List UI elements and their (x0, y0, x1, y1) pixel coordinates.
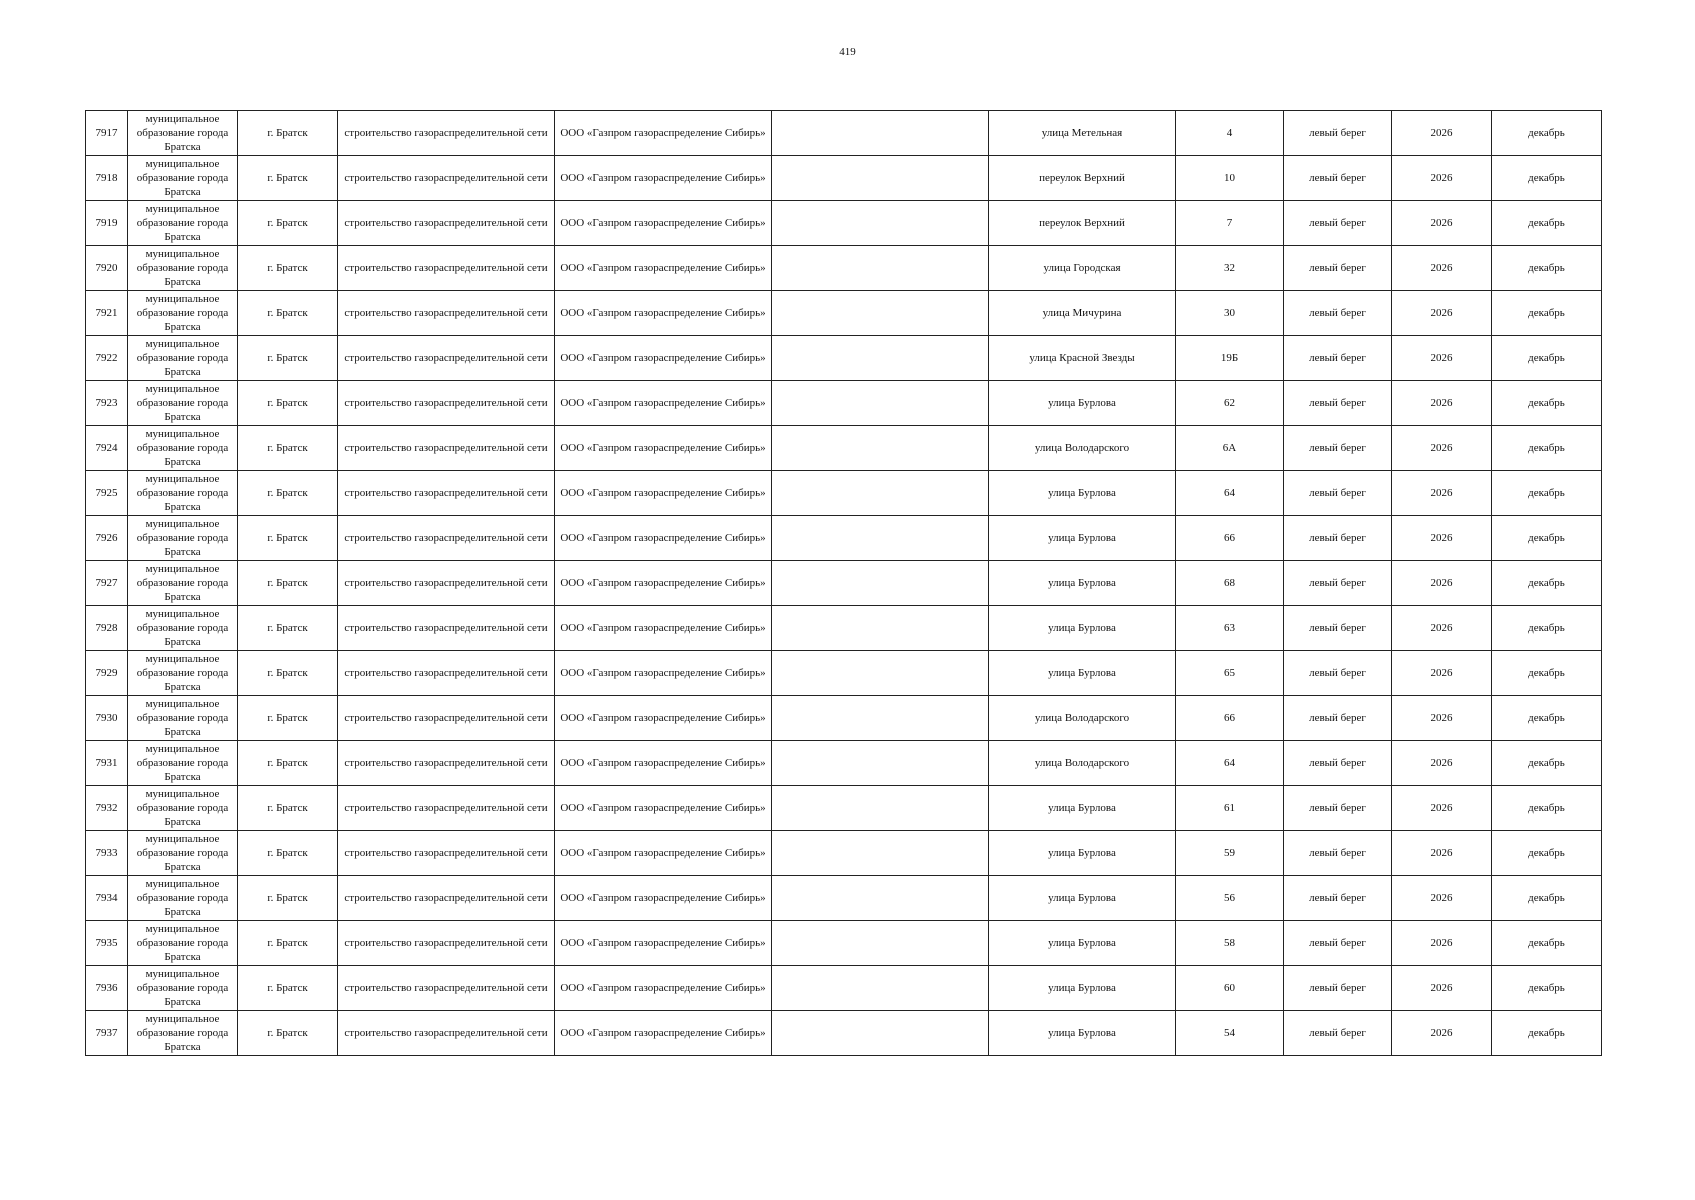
work-type-cell: строительство газораспределительной сети (338, 966, 555, 1011)
work-type-cell: строительство газораспределительной сети (338, 741, 555, 786)
row-number-cell: 7931 (86, 741, 128, 786)
row-number-cell: 7927 (86, 561, 128, 606)
work-type-cell: строительство газораспределительной сети (338, 561, 555, 606)
row-number-cell: 7918 (86, 156, 128, 201)
river-bank-cell: левый берег (1284, 966, 1392, 1011)
work-type-cell: строительство газораспределительной сети (338, 921, 555, 966)
municipality-cell: муниципальное образование города Братска (128, 156, 238, 201)
year-cell: 2026 (1392, 381, 1492, 426)
river-bank-cell: левый берег (1284, 336, 1392, 381)
month-cell: декабрь (1492, 696, 1602, 741)
street-cell: улица Бурлова (989, 516, 1176, 561)
empty-cell (772, 1011, 989, 1056)
house-number-cell: 64 (1176, 741, 1284, 786)
river-bank-cell: левый берег (1284, 921, 1392, 966)
row-number-cell: 7920 (86, 246, 128, 291)
empty-cell (772, 786, 989, 831)
row-number-cell: 7929 (86, 651, 128, 696)
house-number-cell: 68 (1176, 561, 1284, 606)
year-cell: 2026 (1392, 561, 1492, 606)
table-row (86, 651, 1602, 696)
month-cell: декабрь (1492, 426, 1602, 471)
table-row (86, 336, 1602, 381)
work-type-cell: строительство газораспределительной сети (338, 606, 555, 651)
city-cell: г. Братск (238, 156, 338, 201)
empty-cell (772, 156, 989, 201)
municipality-cell: муниципальное образование города Братска (128, 966, 238, 1011)
year-cell: 2026 (1392, 156, 1492, 201)
year-cell: 2026 (1392, 246, 1492, 291)
city-cell: г. Братск (238, 876, 338, 921)
table-row (86, 696, 1602, 741)
operator-cell: ООО «Газпром газораспределение Сибирь» (555, 291, 772, 336)
street-cell: улица Метельная (989, 111, 1176, 156)
house-number-cell: 7 (1176, 201, 1284, 246)
work-type-cell: строительство газораспределительной сети (338, 876, 555, 921)
work-type-cell: строительство газораспределительной сети (338, 291, 555, 336)
month-cell: декабрь (1492, 201, 1602, 246)
month-cell: декабрь (1492, 741, 1602, 786)
municipality-cell: муниципальное образование города Братска (128, 1011, 238, 1056)
operator-cell: ООО «Газпром газораспределение Сибирь» (555, 516, 772, 561)
river-bank-cell: левый берег (1284, 651, 1392, 696)
city-cell: г. Братск (238, 966, 338, 1011)
city-cell: г. Братск (238, 201, 338, 246)
month-cell: декабрь (1492, 1011, 1602, 1056)
house-number-cell: 58 (1176, 921, 1284, 966)
house-number-cell: 6А (1176, 426, 1284, 471)
house-number-cell: 19Б (1176, 336, 1284, 381)
work-type-cell: строительство газораспределительной сети (338, 651, 555, 696)
city-cell: г. Братск (238, 831, 338, 876)
municipality-cell: муниципальное образование города Братска (128, 336, 238, 381)
city-cell: г. Братск (238, 1011, 338, 1056)
empty-cell (772, 561, 989, 606)
month-cell: декабрь (1492, 561, 1602, 606)
municipality-cell: муниципальное образование города Братска (128, 426, 238, 471)
table-row (86, 1011, 1602, 1056)
house-number-cell: 54 (1176, 1011, 1284, 1056)
operator-cell: ООО «Газпром газораспределение Сибирь» (555, 246, 772, 291)
river-bank-cell: левый берег (1284, 156, 1392, 201)
house-number-cell: 4 (1176, 111, 1284, 156)
month-cell: декабрь (1492, 876, 1602, 921)
month-cell: декабрь (1492, 606, 1602, 651)
river-bank-cell: левый берег (1284, 831, 1392, 876)
work-type-cell: строительство газораспределительной сети (338, 336, 555, 381)
street-cell: улица Мичурина (989, 291, 1176, 336)
municipality-cell: муниципальное образование города Братска (128, 381, 238, 426)
table-row (86, 876, 1602, 921)
year-cell: 2026 (1392, 426, 1492, 471)
empty-cell (772, 516, 989, 561)
table-row (86, 381, 1602, 426)
row-number-cell: 7923 (86, 381, 128, 426)
street-cell: переулок Верхний (989, 156, 1176, 201)
operator-cell: ООО «Газпром газораспределение Сибирь» (555, 606, 772, 651)
city-cell: г. Братск (238, 606, 338, 651)
operator-cell: ООО «Газпром газораспределение Сибирь» (555, 561, 772, 606)
table-body (86, 111, 1602, 1056)
municipality-cell: муниципальное образование города Братска (128, 111, 238, 156)
river-bank-cell: левый берег (1284, 516, 1392, 561)
table-row (86, 966, 1602, 1011)
street-cell: улица Бурлова (989, 786, 1176, 831)
work-type-cell: строительство газораспределительной сети (338, 786, 555, 831)
month-cell: декабрь (1492, 336, 1602, 381)
municipality-cell: муниципальное образование города Братска (128, 921, 238, 966)
street-cell: улица Бурлова (989, 921, 1176, 966)
operator-cell: ООО «Газпром газораспределение Сибирь» (555, 201, 772, 246)
street-cell: улица Бурлова (989, 561, 1176, 606)
operator-cell: ООО «Газпром газораспределение Сибирь» (555, 921, 772, 966)
row-number-cell: 7932 (86, 786, 128, 831)
river-bank-cell: левый берег (1284, 741, 1392, 786)
operator-cell: ООО «Газпром газораспределение Сибирь» (555, 831, 772, 876)
municipality-cell: муниципальное образование города Братска (128, 516, 238, 561)
table-row (86, 426, 1602, 471)
municipality-cell: муниципальное образование города Братска (128, 831, 238, 876)
empty-cell (772, 921, 989, 966)
year-cell: 2026 (1392, 606, 1492, 651)
house-number-cell: 66 (1176, 516, 1284, 561)
river-bank-cell: левый берег (1284, 291, 1392, 336)
operator-cell: ООО «Газпром газораспределение Сибирь» (555, 786, 772, 831)
table-row (86, 156, 1602, 201)
empty-cell (772, 201, 989, 246)
row-number-cell: 7933 (86, 831, 128, 876)
month-cell: декабрь (1492, 156, 1602, 201)
row-number-cell: 7919 (86, 201, 128, 246)
row-number-cell: 7936 (86, 966, 128, 1011)
municipality-cell: муниципальное образование города Братска (128, 201, 238, 246)
municipality-cell: муниципальное образование города Братска (128, 246, 238, 291)
work-type-cell: строительство газораспределительной сети (338, 381, 555, 426)
row-number-cell: 7922 (86, 336, 128, 381)
empty-cell (772, 966, 989, 1011)
street-cell: улица Бурлова (989, 381, 1176, 426)
city-cell: г. Братск (238, 786, 338, 831)
year-cell: 2026 (1392, 1011, 1492, 1056)
month-cell: декабрь (1492, 111, 1602, 156)
street-cell: улица Бурлова (989, 831, 1176, 876)
house-number-cell: 56 (1176, 876, 1284, 921)
page-number: 419 (839, 46, 856, 58)
operator-cell: ООО «Газпром газораспределение Сибирь» (555, 651, 772, 696)
year-cell: 2026 (1392, 201, 1492, 246)
house-number-cell: 59 (1176, 831, 1284, 876)
street-cell: улица Бурлова (989, 876, 1176, 921)
house-number-cell: 10 (1176, 156, 1284, 201)
empty-cell (772, 696, 989, 741)
empty-cell (772, 426, 989, 471)
municipality-cell: муниципальное образование города Братска (128, 291, 238, 336)
empty-cell (772, 291, 989, 336)
street-cell: улица Бурлова (989, 966, 1176, 1011)
year-cell: 2026 (1392, 291, 1492, 336)
house-number-cell: 64 (1176, 471, 1284, 516)
table-row (86, 606, 1602, 651)
city-cell: г. Братск (238, 921, 338, 966)
month-cell: декабрь (1492, 471, 1602, 516)
city-cell: г. Братск (238, 291, 338, 336)
operator-cell: ООО «Газпром газораспределение Сибирь» (555, 111, 772, 156)
municipality-cell: муниципальное образование города Братска (128, 651, 238, 696)
table-row (86, 561, 1602, 606)
house-number-cell: 60 (1176, 966, 1284, 1011)
month-cell: декабрь (1492, 921, 1602, 966)
year-cell: 2026 (1392, 471, 1492, 516)
row-number-cell: 7934 (86, 876, 128, 921)
year-cell: 2026 (1392, 831, 1492, 876)
table-row (86, 516, 1602, 561)
city-cell: г. Братск (238, 246, 338, 291)
month-cell: декабрь (1492, 246, 1602, 291)
empty-cell (772, 471, 989, 516)
empty-cell (772, 246, 989, 291)
city-cell: г. Братск (238, 336, 338, 381)
street-cell: переулок Верхний (989, 201, 1176, 246)
row-number-cell: 7921 (86, 291, 128, 336)
river-bank-cell: левый берег (1284, 471, 1392, 516)
table-row (86, 201, 1602, 246)
year-cell: 2026 (1392, 741, 1492, 786)
work-type-cell: строительство газораспределительной сети (338, 696, 555, 741)
operator-cell: ООО «Газпром газораспределение Сибирь» (555, 381, 772, 426)
operator-cell: ООО «Газпром газораспределение Сибирь» (555, 471, 772, 516)
table-row (86, 291, 1602, 336)
house-number-cell: 66 (1176, 696, 1284, 741)
month-cell: декабрь (1492, 291, 1602, 336)
city-cell: г. Братск (238, 381, 338, 426)
work-type-cell: строительство газораспределительной сети (338, 426, 555, 471)
municipality-cell: муниципальное образование города Братска (128, 606, 238, 651)
street-cell: улица Бурлова (989, 1011, 1176, 1056)
city-cell: г. Братск (238, 741, 338, 786)
row-number-cell: 7925 (86, 471, 128, 516)
row-number-cell: 7917 (86, 111, 128, 156)
river-bank-cell: левый берег (1284, 696, 1392, 741)
empty-cell (772, 606, 989, 651)
river-bank-cell: левый берег (1284, 606, 1392, 651)
river-bank-cell: левый берег (1284, 561, 1392, 606)
operator-cell: ООО «Газпром газораспределение Сибирь» (555, 336, 772, 381)
municipality-cell: муниципальное образование города Братска (128, 471, 238, 516)
work-type-cell: строительство газораспределительной сети (338, 246, 555, 291)
year-cell: 2026 (1392, 111, 1492, 156)
river-bank-cell: левый берег (1284, 786, 1392, 831)
house-number-cell: 65 (1176, 651, 1284, 696)
empty-cell (772, 336, 989, 381)
work-type-cell: строительство газораспределительной сети (338, 831, 555, 876)
year-cell: 2026 (1392, 921, 1492, 966)
month-cell: декабрь (1492, 516, 1602, 561)
city-cell: г. Братск (238, 696, 338, 741)
work-type-cell: строительство газораспределительной сети (338, 111, 555, 156)
operator-cell: ООО «Газпром газораспределение Сибирь» (555, 156, 772, 201)
month-cell: декабрь (1492, 381, 1602, 426)
municipality-cell: муниципальное образование города Братска (128, 876, 238, 921)
work-type-cell: строительство газораспределительной сети (338, 516, 555, 561)
street-cell: улица Володарского (989, 426, 1176, 471)
operator-cell: ООО «Газпром газораспределение Сибирь» (555, 426, 772, 471)
row-number-cell: 7926 (86, 516, 128, 561)
year-cell: 2026 (1392, 696, 1492, 741)
river-bank-cell: левый берег (1284, 426, 1392, 471)
month-cell: декабрь (1492, 966, 1602, 1011)
gasification-table (85, 110, 1602, 1056)
year-cell: 2026 (1392, 651, 1492, 696)
year-cell: 2026 (1392, 786, 1492, 831)
row-number-cell: 7935 (86, 921, 128, 966)
row-number-cell: 7930 (86, 696, 128, 741)
row-number-cell: 7924 (86, 426, 128, 471)
house-number-cell: 30 (1176, 291, 1284, 336)
river-bank-cell: левый берег (1284, 1011, 1392, 1056)
street-cell: улица Городская (989, 246, 1176, 291)
city-cell: г. Братск (238, 561, 338, 606)
empty-cell (772, 651, 989, 696)
street-cell: улица Бурлова (989, 606, 1176, 651)
empty-cell (772, 381, 989, 426)
work-type-cell: строительство газораспределительной сети (338, 156, 555, 201)
table-row (86, 471, 1602, 516)
street-cell: улица Володарского (989, 696, 1176, 741)
city-cell: г. Братск (238, 471, 338, 516)
row-number-cell: 7937 (86, 1011, 128, 1056)
table-row (86, 831, 1602, 876)
month-cell: декабрь (1492, 786, 1602, 831)
municipality-cell: муниципальное образование города Братска (128, 561, 238, 606)
street-cell: улица Володарского (989, 741, 1176, 786)
empty-cell (772, 111, 989, 156)
month-cell: декабрь (1492, 651, 1602, 696)
operator-cell: ООО «Газпром газораспределение Сибирь» (555, 696, 772, 741)
row-number-cell: 7928 (86, 606, 128, 651)
river-bank-cell: левый берег (1284, 876, 1392, 921)
work-type-cell: строительство газораспределительной сети (338, 201, 555, 246)
operator-cell: ООО «Газпром газораспределение Сибирь» (555, 876, 772, 921)
empty-cell (772, 876, 989, 921)
river-bank-cell: левый берег (1284, 201, 1392, 246)
municipality-cell: муниципальное образование города Братска (128, 741, 238, 786)
street-cell: улица Красной Звезды (989, 336, 1176, 381)
year-cell: 2026 (1392, 876, 1492, 921)
river-bank-cell: левый берег (1284, 111, 1392, 156)
empty-cell (772, 741, 989, 786)
river-bank-cell: левый берег (1284, 381, 1392, 426)
city-cell: г. Братск (238, 111, 338, 156)
empty-cell (772, 831, 989, 876)
river-bank-cell: левый берег (1284, 246, 1392, 291)
table-row (86, 741, 1602, 786)
house-number-cell: 62 (1176, 381, 1284, 426)
street-cell: улица Бурлова (989, 471, 1176, 516)
table-row (86, 111, 1602, 156)
operator-cell: ООО «Газпром газораспределение Сибирь» (555, 1011, 772, 1056)
city-cell: г. Братск (238, 516, 338, 561)
operator-cell: ООО «Газпром газораспределение Сибирь» (555, 966, 772, 1011)
work-type-cell: строительство газораспределительной сети (338, 471, 555, 516)
year-cell: 2026 (1392, 966, 1492, 1011)
work-type-cell: строительство газораспределительной сети (338, 1011, 555, 1056)
table-row (86, 786, 1602, 831)
municipality-cell: муниципальное образование города Братска (128, 786, 238, 831)
municipality-cell: муниципальное образование города Братска (128, 696, 238, 741)
operator-cell: ООО «Газпром газораспределение Сибирь» (555, 741, 772, 786)
month-cell: декабрь (1492, 831, 1602, 876)
year-cell: 2026 (1392, 516, 1492, 561)
table-row (86, 246, 1602, 291)
house-number-cell: 63 (1176, 606, 1284, 651)
house-number-cell: 32 (1176, 246, 1284, 291)
table-row (86, 921, 1602, 966)
year-cell: 2026 (1392, 336, 1492, 381)
house-number-cell: 61 (1176, 786, 1284, 831)
city-cell: г. Братск (238, 426, 338, 471)
city-cell: г. Братск (238, 651, 338, 696)
street-cell: улица Бурлова (989, 651, 1176, 696)
